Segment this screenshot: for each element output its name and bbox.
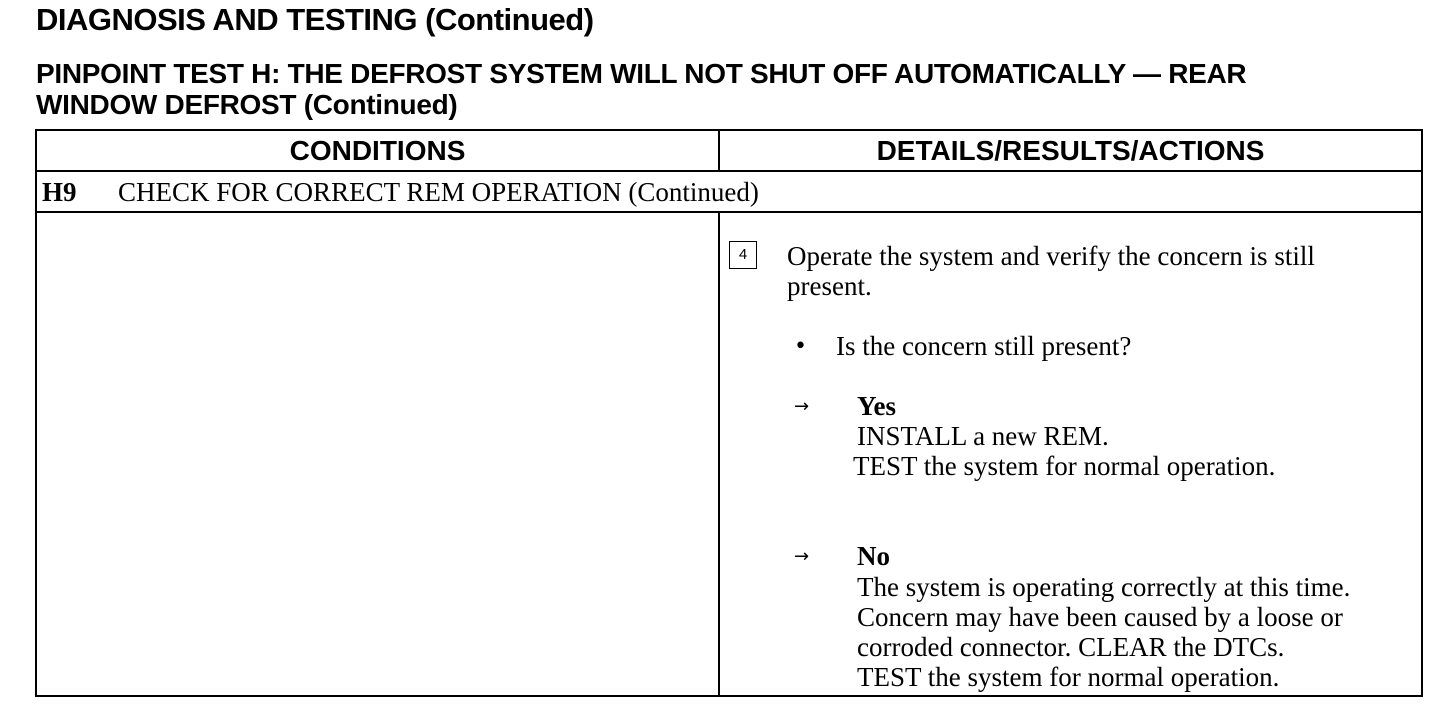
- header-divider: [37, 170, 1421, 172]
- arrow-right-icon: →: [794, 396, 810, 417]
- substep-number-box: 4: [729, 241, 757, 269]
- no-action-line1: The system is operating correctly at this time.: [857, 572, 1351, 602]
- no-action-line2: Concern may have been caused by a loose or: [857, 602, 1343, 632]
- yes-action-line2: TEST the system for normal operation.: [853, 451, 1276, 481]
- page-title: DIAGNOSIS AND TESTING (Continued): [36, 2, 594, 37]
- substep-instruction-line1: Operate the system and verify the concern is still: [787, 241, 1315, 271]
- column-header-conditions: CONDITIONS: [289, 135, 466, 166]
- question-text: Is the concern still present?: [836, 331, 1132, 361]
- step-divider: [37, 211, 1421, 213]
- step-heading: [42, 177, 759, 207]
- pinpoint-test-title-line2: WINDOW DEFROST (Continued): [36, 89, 458, 120]
- pinpoint-test-title: [36, 58, 1246, 120]
- body-column-divider: [718, 211, 720, 695]
- no-label: No: [857, 541, 890, 571]
- arrow-right-icon: →: [794, 546, 810, 567]
- step-title: CHECK FOR CORRECT REM OPERATION (Continued): [118, 177, 759, 207]
- no-action-line4: TEST the system for normal operation.: [857, 662, 1280, 692]
- yes-label: Yes: [857, 391, 896, 421]
- bullet-icon: •: [794, 334, 807, 359]
- yes-action-line1: INSTALL a new REM.: [857, 421, 1109, 451]
- substep-instruction-line2: present.: [787, 271, 872, 301]
- no-action-line3: corroded connector. CLEAR the DTCs.: [857, 632, 1285, 662]
- pinpoint-test-table: [35, 129, 1423, 697]
- step-id: H9: [42, 177, 77, 207]
- column-header-details: DETAILS/RESULTS/ACTIONS: [876, 135, 1265, 166]
- pinpoint-test-title-line1: PINPOINT TEST H: THE DEFROST SYSTEM WILL NOT SHUT OFF AUTOMATICALLY — REAR: [36, 58, 1247, 89]
- header-column-divider: [718, 131, 720, 170]
